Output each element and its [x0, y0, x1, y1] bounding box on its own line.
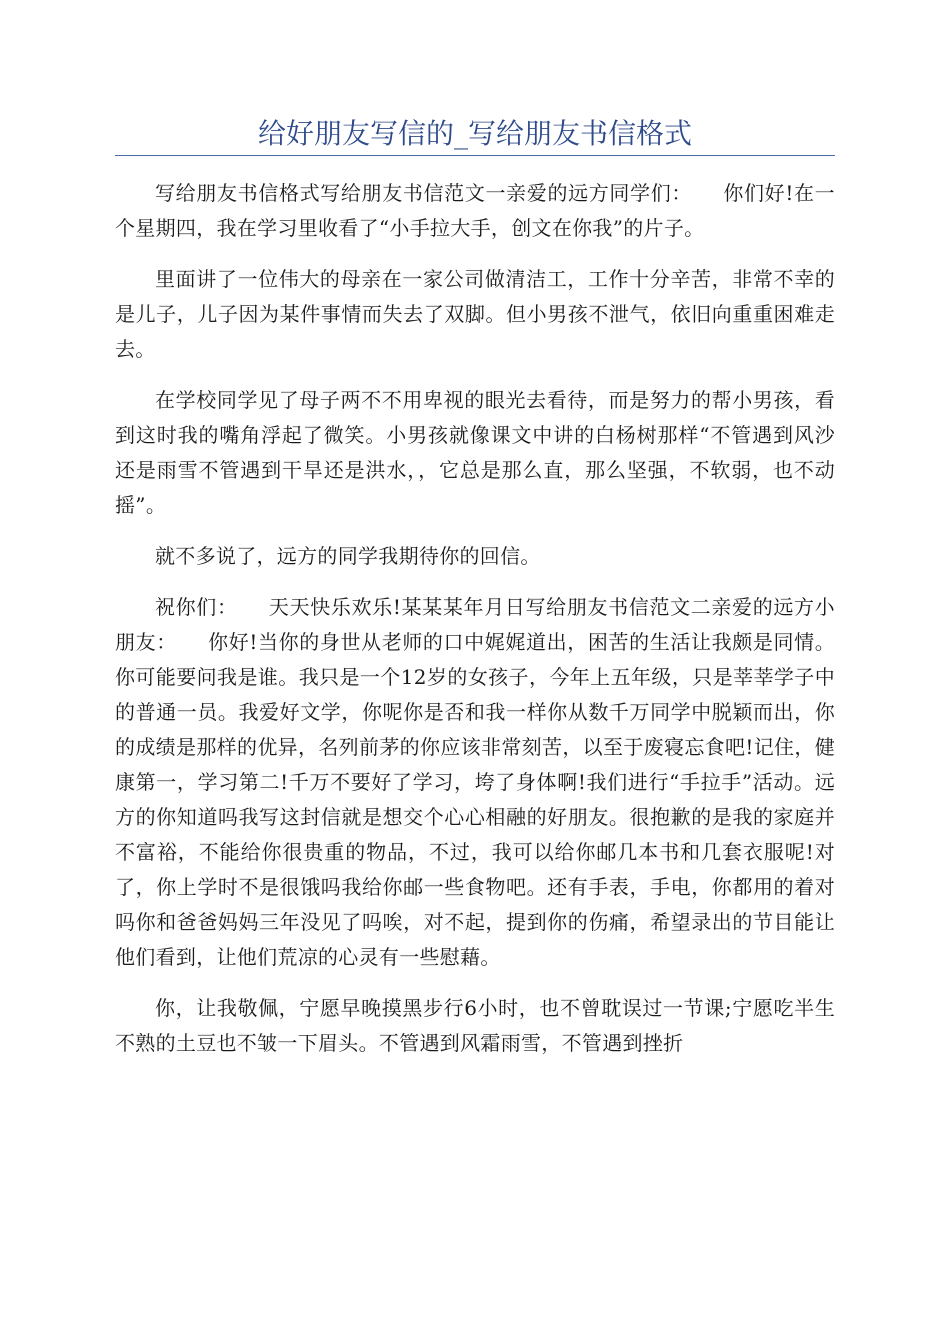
- paragraph: 就不多说了，远方的同学我期待你的回信。: [155, 544, 541, 568]
- paragraph: 祝你们： 天天快乐欢乐!某某某年月日写给朋友书信范文二亲爱的远方小朋友： 你好!当你的身世从老师的口中娓娓道出，困苦的生活让我颇是同情。你可能要问我是谁。我只是一个12岁的女孩子，今年上五年级，只是莘莘学子中的普通一员。我爱好文学，你呢你是否和我一样你从数千万同学中脱颖而出，你的成绩是那样的优异，名列前茅的你应该非常刻苦，以至于废寝忘食吧!记住，健康第一，学习第二!千万不要好了学习，垮了身体啊!我们进行“手拉手”活动。远方的你知道吗我写这封信就是想交个心心相融的好朋友。很抱歉的是我的家庭并不富裕，不能给你很贵重的物品，不过，我可以给你邮几本书和几套衣服呢!对了，你上学时不是很饿吗我给你邮一些食物吧。还有手表，手电，你都用的着对吗你和爸爸妈妈三年没见了吗唉，对不起，提到你的伤痛，希望录出的节目能让他们看到，让他们荒凉的心灵有一些慰藉。: [115, 595, 835, 969]
- document-title: 给好朋友写信的_写给朋友书信格式: [257, 117, 692, 150]
- paragraph: 在学校同学见了母子两不不用卑视的眼光去看待，而是努力的帮小男孩，看到这时我的嘴角浮起了微笑。小男孩就像课文中讲的白杨树那样“不管遇到风沙还是雨雪不管遇到干旱还是洪水，，它总是那么直，那么坚强，不软弱，也不动摇”。: [115, 388, 835, 517]
- document-body: [115, 176, 835, 1077]
- paragraph: 里面讲了一位伟大的母亲在一家公司做清洁工，工作十分辛苦，非常不幸的是儿子，儿子因为某件事情而失去了双脚。但小男孩不泄气，依旧向重重困难走去。: [115, 267, 835, 361]
- paragraph: 写给朋友书信格式写给朋友书信范文一亲爱的远方同学们： 你们好!在一个星期四，我在学习里收看了“小手拉大手，创文在你我”的片子。: [115, 181, 835, 240]
- paragraph: 你，让我敬佩，宁愿早晚摸黑步行6小时，也不曾耽误过一节课;宁愿吃半生不熟的土豆也不皱一下眉头。不管遇到风霜雨雪，不管遇到挫折: [115, 996, 835, 1055]
- title-underline: [115, 155, 835, 156]
